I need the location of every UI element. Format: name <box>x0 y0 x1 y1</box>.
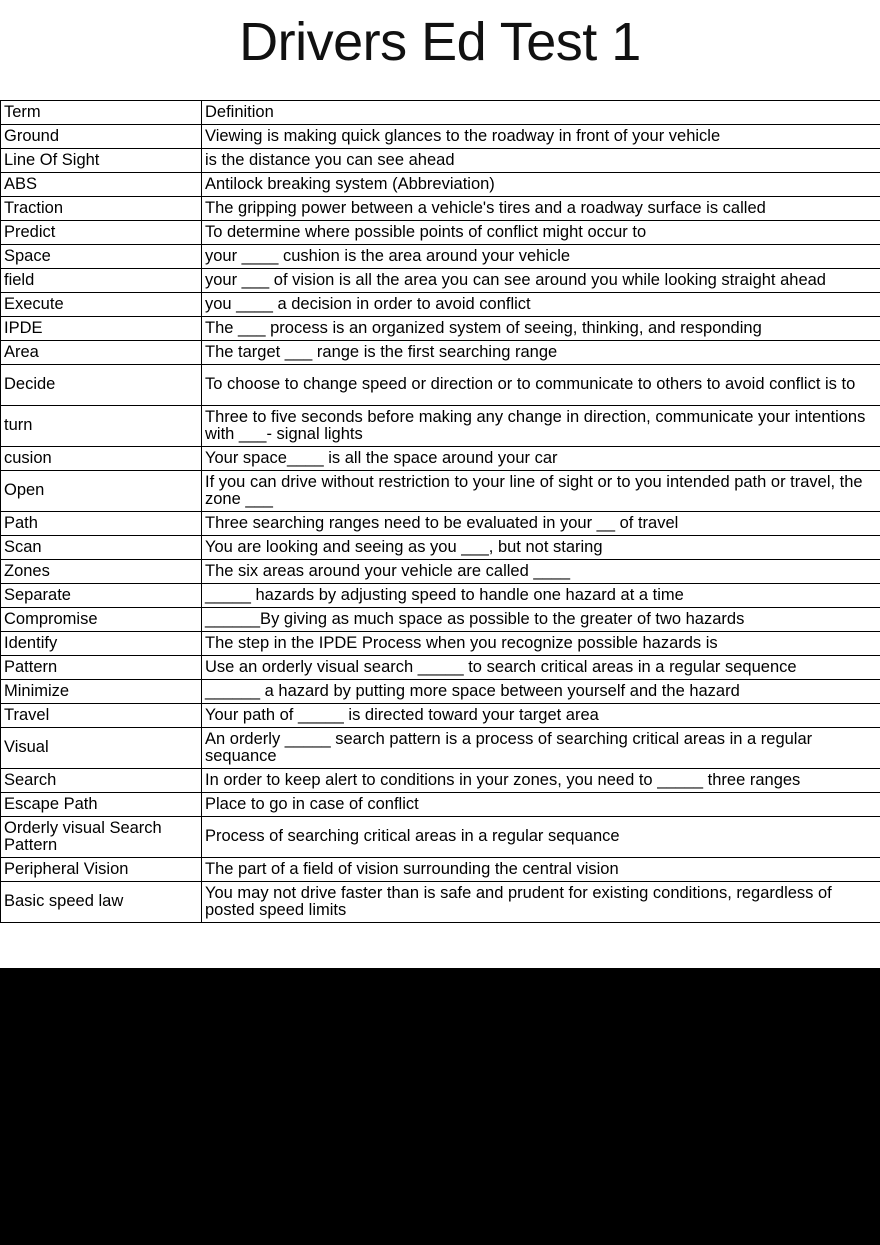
definition-cell: Three to five seconds before making any change in direction, communicate your intentions with ___- signal lights <box>202 406 880 447</box>
terms-table <box>0 100 880 923</box>
definition-cell: The ___ process is an organized system of seeing, thinking, and responding <box>202 317 880 341</box>
definition-cell: You may not drive faster than is safe and prudent for existing conditions, regardless of posted speed limits <box>202 882 880 923</box>
definition-cell: Viewing is making quick glances to the roadway in front of your vehicle <box>202 125 880 149</box>
term-cell: Separate <box>1 584 202 608</box>
table-row <box>1 632 880 656</box>
header-definition: Definition <box>202 101 880 125</box>
definition-cell: Antilock breaking system (Abbreviation) <box>202 173 880 197</box>
definition-cell: To determine where possible points of conflict might occur to <box>202 221 880 245</box>
table-row <box>1 447 880 471</box>
table-row <box>1 125 880 149</box>
term-cell: Compromise <box>1 608 202 632</box>
term-cell: Open <box>1 471 202 512</box>
term-cell: Minimize <box>1 680 202 704</box>
term-cell: Decide <box>1 365 202 406</box>
definition-cell: Place to go in case of conflict <box>202 793 880 817</box>
table-row <box>1 793 880 817</box>
definition-cell: If you can drive without restriction to your line of sight or to you intended path or travel, the zone ___ <box>202 471 880 512</box>
definition-cell: your ___ of vision is all the area you can see around you while looking straight ahead <box>202 269 880 293</box>
term-cell: Space <box>1 245 202 269</box>
table-row <box>1 656 880 680</box>
definition-cell: You are looking and seeing as you ___, but not staring <box>202 536 880 560</box>
term-cell: Visual <box>1 728 202 769</box>
term-cell: Area <box>1 341 202 365</box>
definition-cell: Use an orderly visual search _____ to search critical areas in a regular sequence <box>202 656 880 680</box>
term-cell: Identify <box>1 632 202 656</box>
definition-cell: The six areas around your vehicle are called ____ <box>202 560 880 584</box>
definition-cell: Your path of _____ is directed toward your target area <box>202 704 880 728</box>
definition-cell: An orderly _____ search pattern is a process of searching critical areas in a regular sequance <box>202 728 880 769</box>
term-cell: Orderly visual Search Pattern <box>1 817 202 858</box>
table-row <box>1 197 880 221</box>
table-row <box>1 293 880 317</box>
table-row <box>1 536 880 560</box>
table-row <box>1 858 880 882</box>
table-row <box>1 512 880 536</box>
term-cell: Path <box>1 512 202 536</box>
table-row <box>1 269 880 293</box>
definition-cell: Process of searching critical areas in a regular sequance <box>202 817 880 858</box>
definition-cell: _____ hazards by adjusting speed to handle one hazard at a time <box>202 584 880 608</box>
term-cell: Traction <box>1 197 202 221</box>
definition-cell: The part of a field of vision surrounding the central vision <box>202 858 880 882</box>
table-row <box>1 365 880 406</box>
table-header-row <box>1 101 880 125</box>
table-row <box>1 704 880 728</box>
definition-cell: The target ___ range is the first searching range <box>202 341 880 365</box>
definition-cell: is the distance you can see ahead <box>202 149 880 173</box>
definition-cell: The gripping power between a vehicle's tires and a roadway surface is called <box>202 197 880 221</box>
term-cell: Scan <box>1 536 202 560</box>
term-cell: Ground <box>1 125 202 149</box>
table-row <box>1 882 880 923</box>
table-row <box>1 341 880 365</box>
term-cell: Pattern <box>1 656 202 680</box>
term-cell: ABS <box>1 173 202 197</box>
term-cell: Peripheral Vision <box>1 858 202 882</box>
blank-black-area <box>0 968 880 1245</box>
term-cell: Execute <box>1 293 202 317</box>
term-cell: Predict <box>1 221 202 245</box>
table-row <box>1 149 880 173</box>
term-cell: Escape Path <box>1 793 202 817</box>
term-cell: Travel <box>1 704 202 728</box>
definition-cell: you ____ a decision in order to avoid conflict <box>202 293 880 317</box>
page-title: Drivers Ed Test 1 <box>239 12 641 72</box>
term-cell: Line Of Sight <box>1 149 202 173</box>
term-cell: field <box>1 269 202 293</box>
term-cell: Zones <box>1 560 202 584</box>
table-row <box>1 406 880 447</box>
table-row <box>1 608 880 632</box>
definition-cell: Your space____ is all the space around your car <box>202 447 880 471</box>
table-row <box>1 680 880 704</box>
definition-cell: your ____ cushion is the area around your vehicle <box>202 245 880 269</box>
table-row <box>1 173 880 197</box>
table-row <box>1 584 880 608</box>
definition-cell: ______By giving as much space as possible to the greater of two hazards <box>202 608 880 632</box>
table-row <box>1 221 880 245</box>
definition-cell: To choose to change speed or direction or to communicate to others to avoid conflict is to <box>202 365 880 406</box>
table-row <box>1 728 880 769</box>
definition-cell: The step in the IPDE Process when you recognize possible hazards is <box>202 632 880 656</box>
definition-cell: ______ a hazard by putting more space between yourself and the hazard <box>202 680 880 704</box>
table-row <box>1 317 880 341</box>
term-cell: Basic speed law <box>1 882 202 923</box>
table-row <box>1 560 880 584</box>
table-row <box>1 769 880 793</box>
header-term: Term <box>1 101 202 125</box>
term-cell: turn <box>1 406 202 447</box>
term-cell: Search <box>1 769 202 793</box>
table-row <box>1 471 880 512</box>
table-row <box>1 817 880 858</box>
term-cell: IPDE <box>1 317 202 341</box>
table-row <box>1 245 880 269</box>
definition-cell: In order to keep alert to conditions in your zones, you need to _____ three ranges <box>202 769 880 793</box>
term-cell: cusion <box>1 447 202 471</box>
definition-cell: Three searching ranges need to be evaluated in your __ of travel <box>202 512 880 536</box>
